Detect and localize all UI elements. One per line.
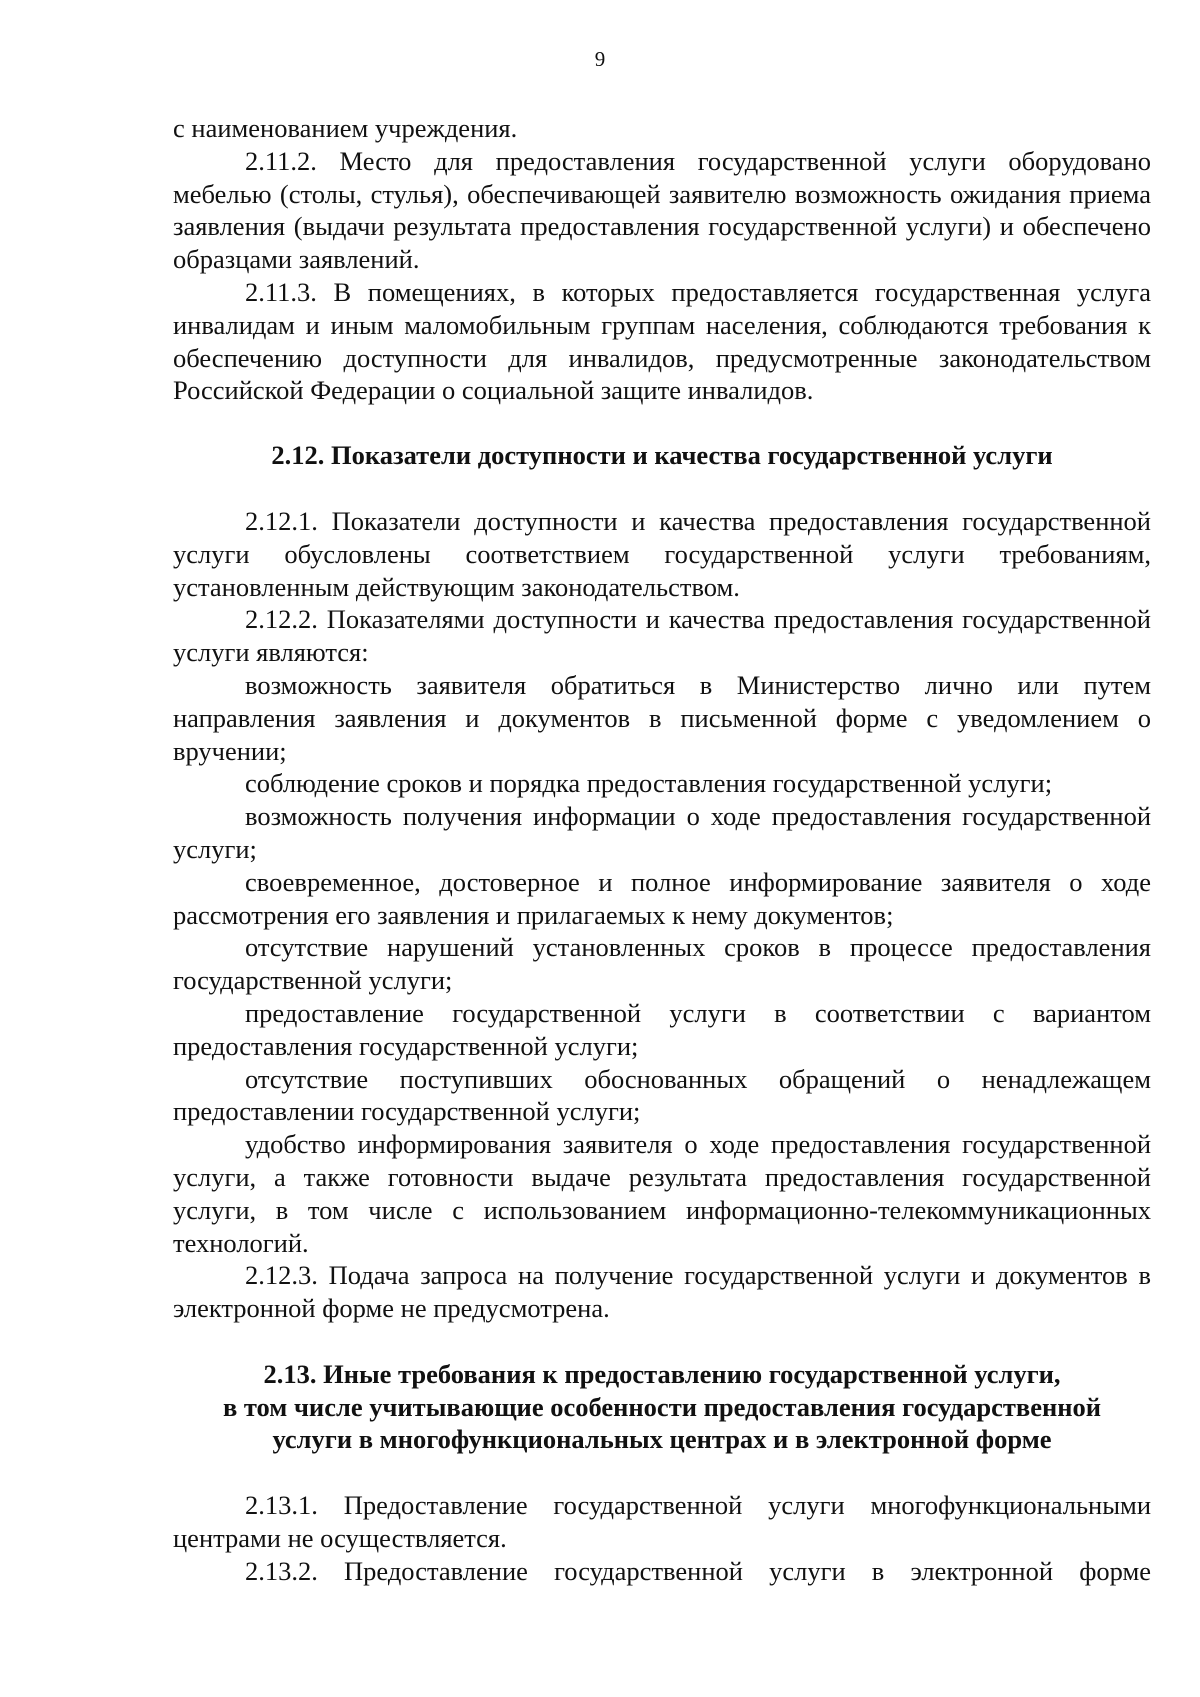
section-heading-2-12: 2.12. Показатели доступности и качества государственной услуги <box>271 440 1053 471</box>
paragraph-2-11-3: 2.11.3. В помещениях, в которых предоставляется государственная услуга инвалидам и иным маломобильным группам населения, соблюдаются требования к обеспечению доступности для инвалидов, предусмотренные законодательством Российской Федерации о социальной защите инвалидов. <box>173 276 1151 406</box>
document-body <box>173 112 1151 1588</box>
list-item-indicator: возможность заявителя обратиться в Министерство лично или путем направления заявления и документов в письменной форме с уведомлением о вручении; <box>173 669 1151 766</box>
paragraph-2-12-2: 2.12.2. Показателями доступности и качества предоставления государственной услуги являются: <box>173 604 1151 668</box>
list-item-indicator: возможность получения информации о ходе предоставления государственной услуги; <box>173 801 1151 864</box>
spacer <box>173 472 1151 505</box>
page-number: 9 <box>594 47 606 71</box>
paragraph-2-12-3: 2.12.3. Подача запроса на получение государственной услуги и документов в электронной форме не предусмотрена. <box>173 1260 1151 1324</box>
paragraph-2-13-1: 2.13.1. Предоставление государственной услуги многофункциональными центрами не осуществляется. <box>173 1490 1151 1554</box>
section-heading-2-13-line-2: в том числе учитывающие особенности предоставления государственной <box>222 1391 1102 1422</box>
paragraph-continuation: с наименованием учреждения. <box>173 113 518 143</box>
list-item-indicator: удобство информирования заявителя о ходе предоставления государственной услуги, а также готовности выдаче результата предоставления государственной услуги, в том числе с использованием информационно-телекоммуникационных технологий. <box>173 1129 1151 1258</box>
section-heading-2-13-line-1: 2.13. Иные требования к предоставлению государственной услуги, <box>263 1358 1061 1389</box>
list-item-indicator: предоставление государственной услуги в соответствии с вариантом предоставления государственной услуги; <box>173 997 1151 1061</box>
paragraph-2-12-1: 2.12.1. Показатели доступности и качества предоставления государственной услуги обусловлены соответствием государственной услуги требованиям, установленным действующим законодательством. <box>173 505 1151 602</box>
spacer <box>173 1325 1151 1358</box>
list-item-indicator: соблюдение сроков и порядка предоставления государственной услуги; <box>245 768 1053 799</box>
spacer <box>173 1456 1151 1489</box>
paragraph-2-11-2: 2.11.2. Место для предоставления государственной услуги оборудовано мебелью (столы, стулья), обеспечивающей заявителю возможность ожидания приема заявления (выдачи результата предоставления государственной услуги) и обеспечено образцами заявлений. <box>173 145 1151 275</box>
list-item-indicator: своевременное, достоверное и полное информирование заявителя о ходе рассмотрения его заявления и прилагаемых к нему документов; <box>173 866 1151 930</box>
paragraph-2-13-2: 2.13.2. Предоставление государственной услуги в электронной форме <box>245 1555 1151 1586</box>
spacer <box>173 407 1151 439</box>
list-item-indicator: отсутствие нарушений установленных сроков в процессе предоставления государственной услуги; <box>173 932 1151 996</box>
list-item-indicator: отсутствие поступивших обоснованных обращений о ненадлежащем предоставлении государственной услуги; <box>173 1063 1151 1127</box>
section-heading-2-13-line-3: услуги в многофункциональных центрах и в электронной форме <box>272 1424 1052 1455</box>
